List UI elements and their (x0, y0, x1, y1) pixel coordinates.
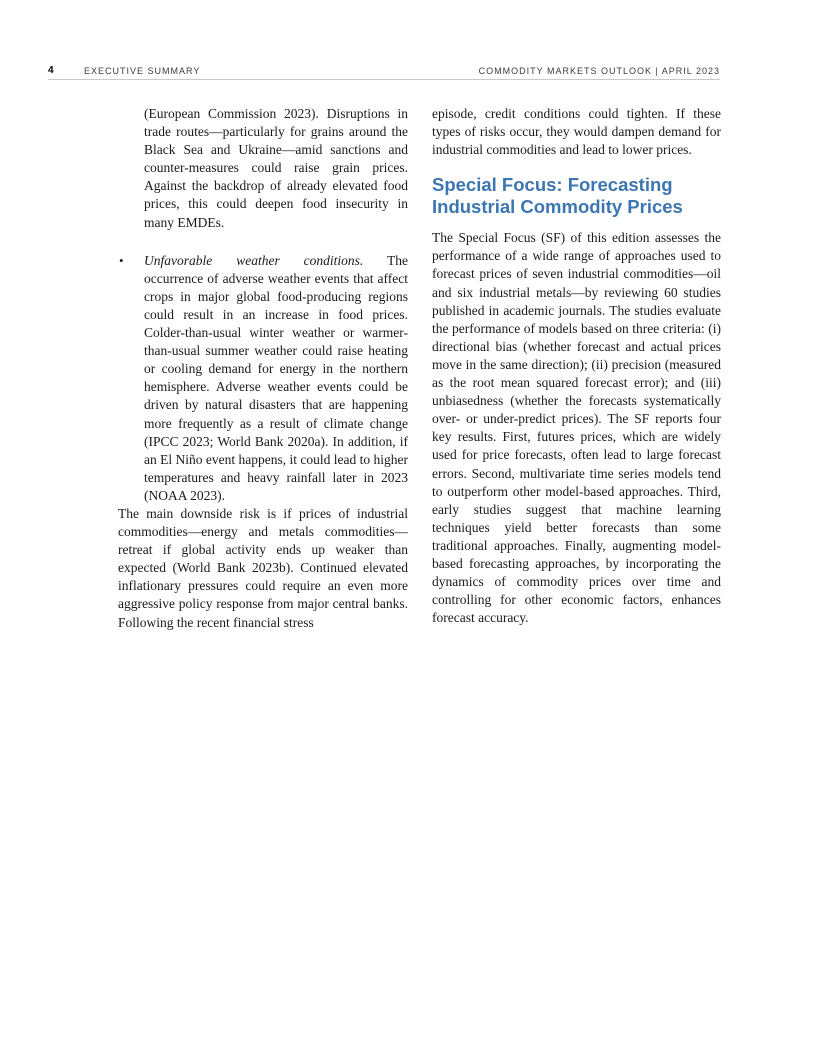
continuation-paragraph-left: (European Commission 2023). Disruptions in trade routes—particularly for grains around the Black Sea and Ukraine—amid sanctions and counter-measures could raise grain prices. Against the backdrop of already elevated food prices, this could deepen food insecurity in many EMDEs. (144, 106, 408, 230)
page-number: 4 (48, 65, 54, 76)
continuation-paragraph-right: episode, credit conditions could tighten. If these types of risks occur, they would dampen demand for industrial commodities and lead to lower prices. (432, 106, 721, 158)
section-label: EXECUTIVE SUMMARY (84, 66, 201, 76)
right-column (432, 105, 721, 627)
bullet-icon: • (119, 252, 124, 268)
left-column (118, 105, 408, 632)
running-title: COMMODITY MARKETS OUTLOOK | APRIL 2023 (478, 66, 720, 76)
bullet-paragraph (144, 252, 408, 505)
downside-risk-paragraph: The main downside risk is if prices of industrial commodities—energy and metals commodities—retreat if global activity ends up weaker than expected (World Bank 2023b). Continued elevated inflationary pressures could require an even more aggressive policy response from major central banks. Following the recent financial stress (118, 505, 408, 630)
special-focus-heading: Special Focus: Forecasting Industrial Commodity Prices (432, 174, 683, 217)
bullet-text: The occurrence of adverse weather events that affect crops in major global food-producing regions could result in an increase in food prices. Colder-than-usual winter weather or warmer-than-usual summer weather could raise heating or cooling demand for energy in the northern hemisphere. Adverse weather events could be driven by natural disasters that are happening more frequently as a result of climate change (IPCC 2023; World Bank 2020a). In addition, if an El Niño event happens, it could lead to higher temperatures and heavy rainfall later in 2023 (NOAA 2023). (144, 252, 408, 503)
bullet-list-item (118, 252, 408, 505)
special-focus-paragraph: The Special Focus (SF) of this edition assesses the performance of a wide range of approaches used to forecast prices of seven industrial commodities—oil and six industrial metals—by reviewing 60 studies published in academic journals. The studies evaluate the performance of models based on three criteria: (i) directional bias (whether forecast and actual prices move in the same direction); (ii) precision (measured as the root mean squared forecast error); and (iii) unbiasedness (whether the forecasts systematically over- or under-predict prices). The SF reports four key results. First, futures prices, which are widely used for price forecasts, often lead to large forecast errors. Second, multivariate time series models tend to outperform other model-based approaches. Third, early studies suggest that machine learning techniques yield better forecasts than some traditional approaches. Finally, augmenting model-based forecasting approaches, by incorporating the dynamics of commodity prices over time and controlling for other economic factors, enhances forecast accuracy. (432, 230, 721, 626)
page-header (48, 63, 720, 80)
bullet-lead: Unfavorable weather conditions. (144, 252, 364, 268)
